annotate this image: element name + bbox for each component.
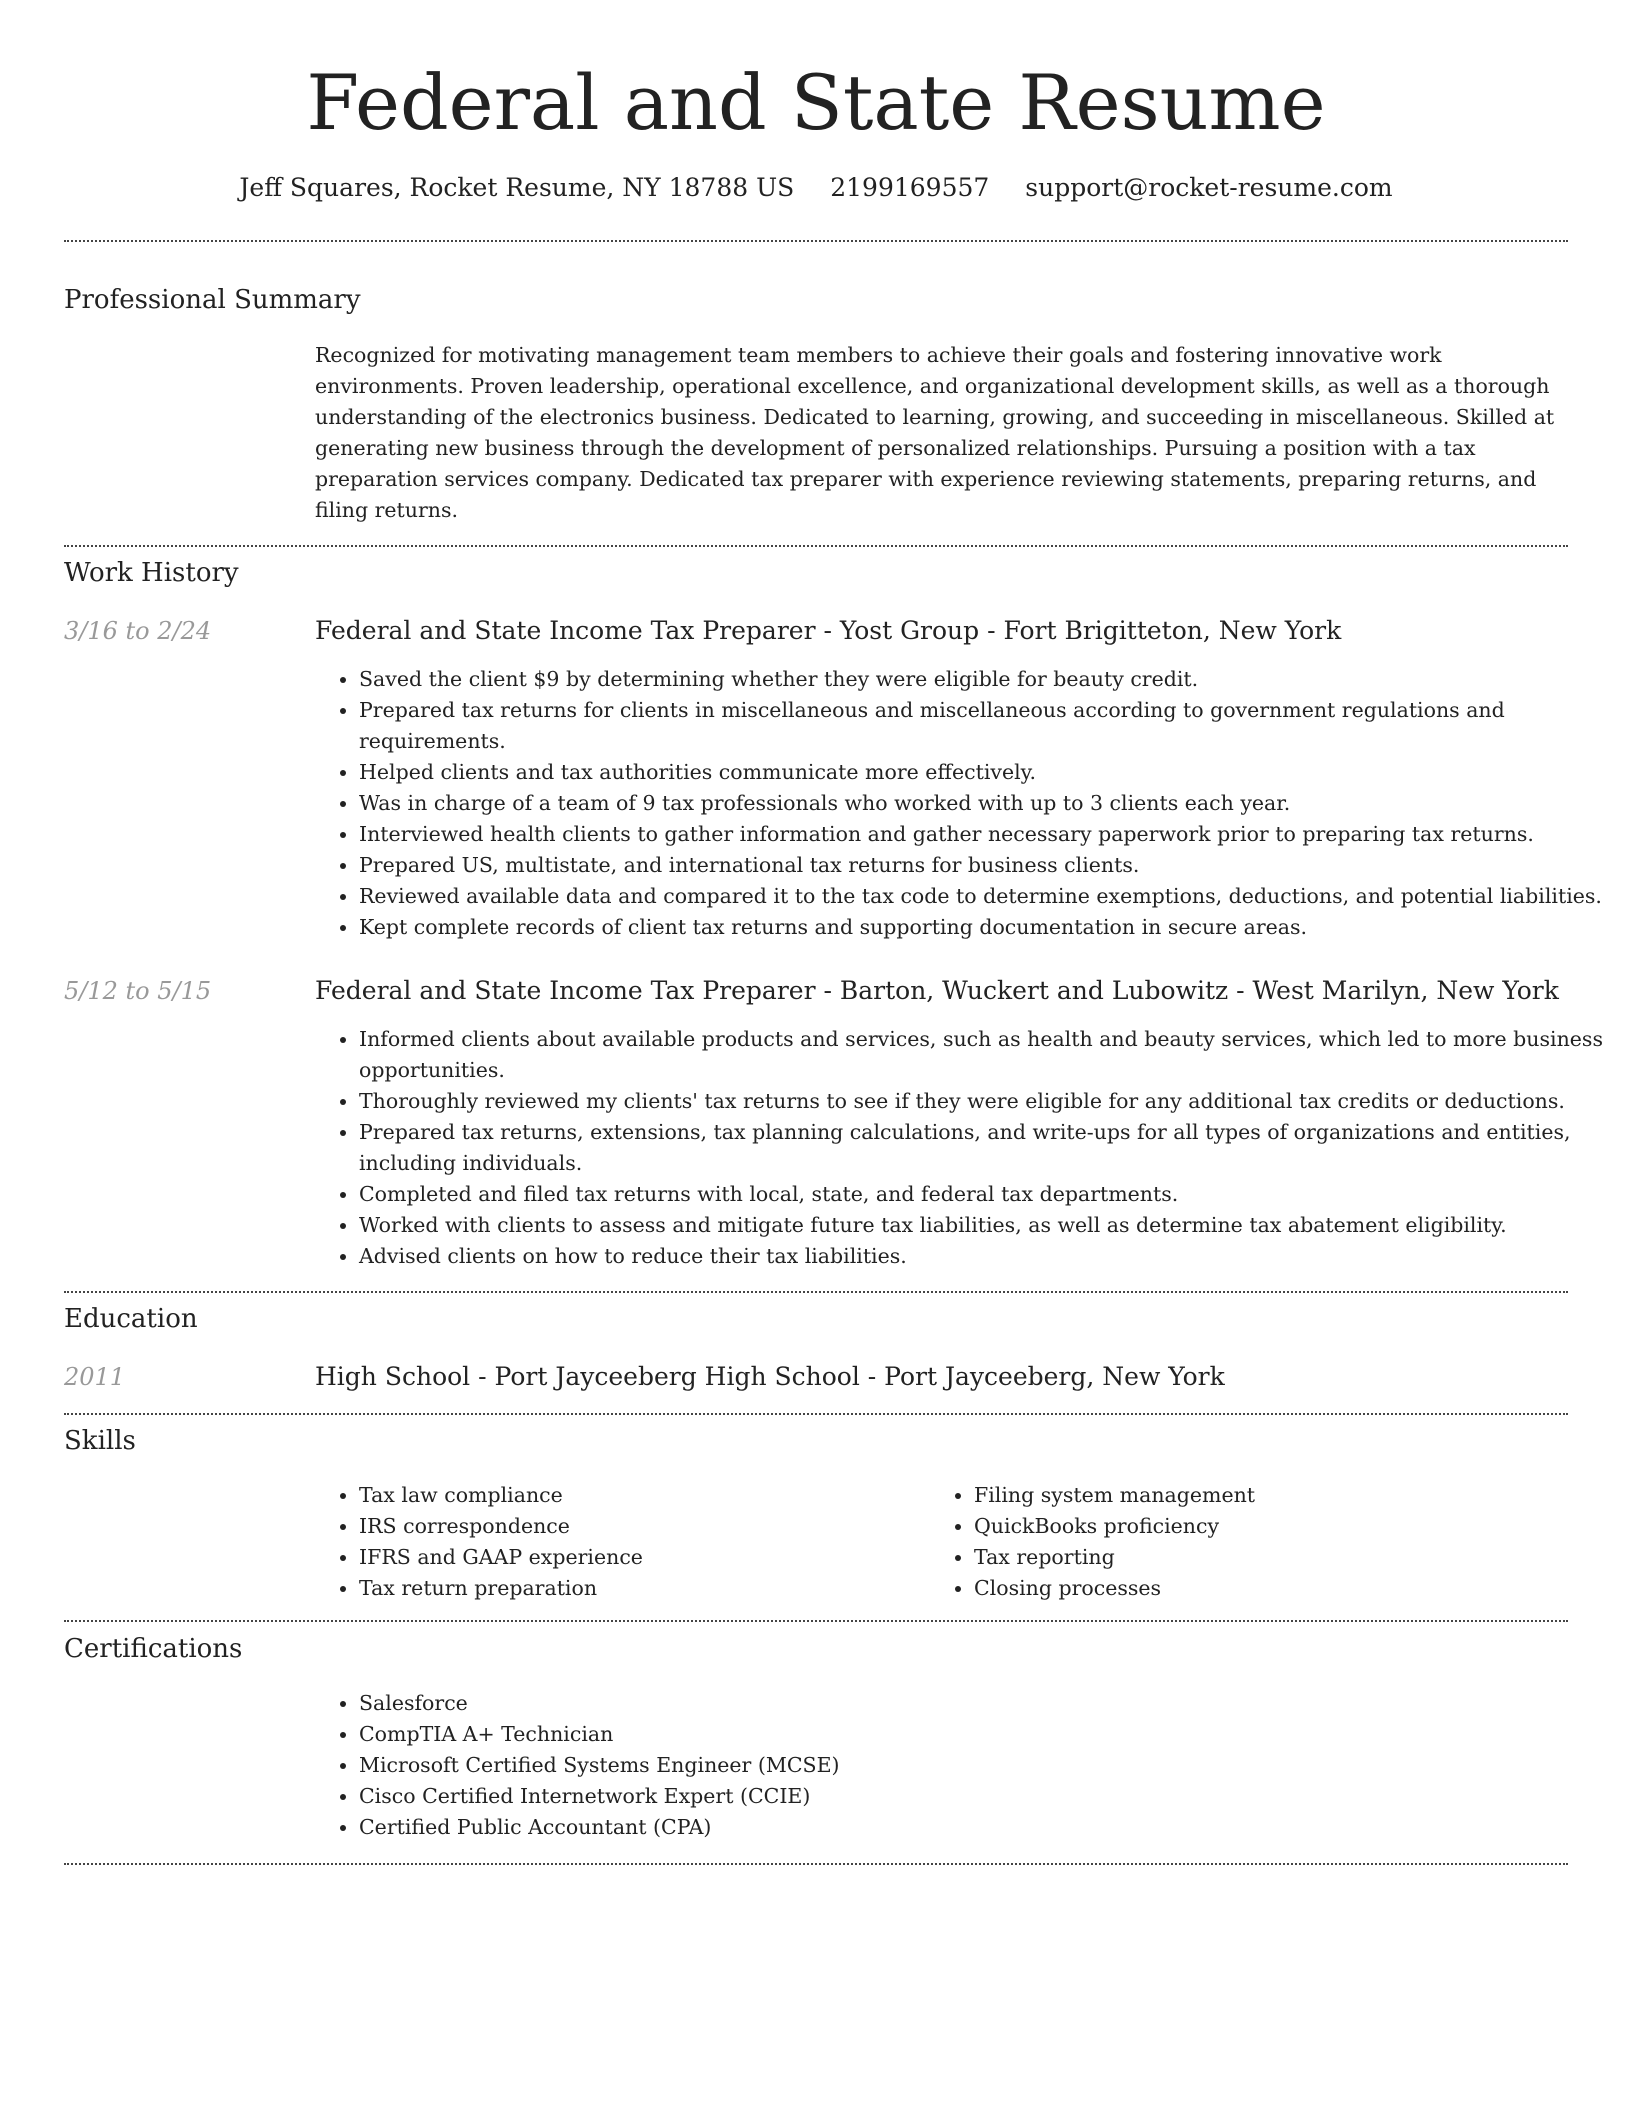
list-item: • Prepared tax returns for clients in miscellaneous and miscellaneous according to government regulations and requirements. xyxy=(359,695,1609,757)
divider xyxy=(64,1863,1568,1865)
section-title-education: Education xyxy=(64,1304,198,1334)
list-item: • Was in charge of a team of 9 tax professionals who worked with up to 3 clients each year. xyxy=(359,788,1609,819)
list-item: • Tax return preparation xyxy=(359,1573,919,1604)
list-item: • Informed clients about available products and services, such as health and beauty services, which led to more business opportunities. xyxy=(359,1024,1609,1086)
divider xyxy=(64,1620,1568,1622)
education-year: 2011 xyxy=(64,1363,126,1391)
section-title-skills: Skills xyxy=(64,1426,136,1456)
list-item: • QuickBooks proficiency xyxy=(974,1511,1574,1542)
contact-email: support@rocket-resume.com xyxy=(1025,173,1393,202)
list-item: • Tax reporting xyxy=(974,1542,1574,1573)
list-item: • Thoroughly reviewed my clients' tax returns to see if they were eligible for any additional tax credits or deductions. xyxy=(359,1086,1609,1117)
education-detail: High School - Port Jayceeberg High School - Port Jayceeberg, New York xyxy=(315,1362,1225,1391)
list-item: • Certified Public Accountant (CPA) xyxy=(359,1812,1609,1843)
list-item: • Completed and filed tax returns with local, state, and federal tax departments. xyxy=(359,1179,1609,1210)
list-item: • CompTIA A+ Technician xyxy=(359,1719,1609,1750)
list-item: • Reviewed available data and compared it to the tax code to determine exemptions, deductions, and potential liabilities. xyxy=(359,881,1609,912)
section-title-work-history: Work History xyxy=(64,558,239,588)
list-item: • Kept complete records of client tax returns and supporting documentation in secure areas. xyxy=(359,912,1609,943)
section-title-certifications: Certifications xyxy=(64,1634,243,1664)
list-item: • Worked with clients to assess and mitigate future tax liabilities, as well as determine tax abatement eligibility. xyxy=(359,1210,1609,1241)
list-item: • IFRS and GAAP experience xyxy=(359,1542,919,1573)
job-bullets xyxy=(315,664,1609,943)
divider xyxy=(64,240,1568,242)
certifications-list xyxy=(315,1688,1609,1843)
job-bullets xyxy=(315,1024,1609,1272)
list-item: • Filing system management xyxy=(974,1480,1574,1511)
skills-list-right xyxy=(930,1480,1574,1604)
divider xyxy=(64,1413,1568,1415)
list-item: • Microsoft Certified Systems Engineer (MCSE) xyxy=(359,1750,1609,1781)
section-title-summary: Professional Summary xyxy=(64,285,361,315)
list-item: • Advised clients on how to reduce their tax liabilities. xyxy=(359,1241,1609,1272)
job-title: Federal and State Income Tax Preparer - Barton, Wuckert and Lubowitz - West Marilyn, New York xyxy=(315,976,1559,1005)
list-item: • Saved the client $9 by determining whether they were eligible for beauty credit. xyxy=(359,664,1609,695)
divider xyxy=(64,1291,1568,1293)
list-item: • Salesforce xyxy=(359,1688,1609,1719)
list-item: • Interviewed health clients to gather information and gather necessary paperwork prior to preparing tax returns. xyxy=(359,819,1609,850)
list-item: • IRS correspondence xyxy=(359,1511,919,1542)
list-item: • Closing processes xyxy=(974,1573,1574,1604)
list-item: • Prepared US, multistate, and international tax returns for business clients. xyxy=(359,850,1609,881)
divider xyxy=(64,545,1568,547)
summary-text: Recognized for motivating management team members to achieve their goals and fostering innovative work environments. Proven leadership, operational excellence, and organizational development skills, as well as a thorough understanding of the electronics business. Dedicated to learning, growing, and succeeding in miscellaneous. Skilled at generating new business through the development of personalized relationships. Pursuing a position with a tax preparation services company. Dedicated tax preparer with experience reviewing statements, preparing returns, and filing returns. xyxy=(315,343,1555,522)
job-dates: 5/12 to 5/15 xyxy=(64,977,212,1005)
job-dates: 3/16 to 2/24 xyxy=(64,617,212,645)
resume-title: Federal and State Resume xyxy=(306,58,1326,147)
list-item: • Helped clients and tax authorities communicate more effectively. xyxy=(359,757,1609,788)
list-item: • Prepared tax returns, extensions, tax planning calculations, and write-ups for all types of organizations and entities, including individuals. xyxy=(359,1117,1609,1179)
contact-phone: 2199169557 xyxy=(830,173,990,202)
skills-list-left xyxy=(315,1480,919,1604)
job-title: Federal and State Income Tax Preparer - Yost Group - Fort Brigitteton, New York xyxy=(315,616,1342,645)
contact-address: Jeff Squares, Rocket Resume, NY 18788 US xyxy=(239,173,795,202)
list-item: • Tax law compliance xyxy=(359,1480,919,1511)
contact-line xyxy=(0,170,1632,206)
list-item: • Cisco Certified Internetwork Expert (CCIE) xyxy=(359,1781,1609,1812)
